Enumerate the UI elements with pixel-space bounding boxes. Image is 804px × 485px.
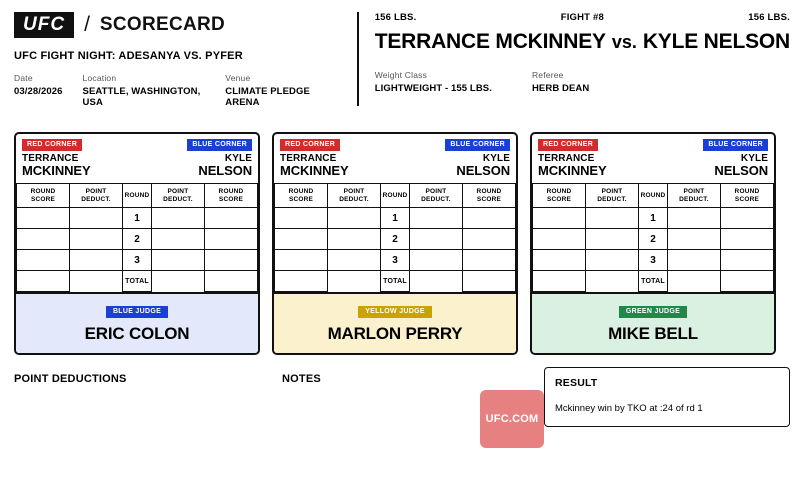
card-red-name	[538, 153, 607, 178]
spacer-right	[151, 271, 204, 292]
spacer-right	[667, 271, 720, 292]
col-blue-point-deduct: POINT DEDUCT.	[667, 184, 720, 208]
red-score-r1[interactable]	[533, 208, 586, 229]
table-row[interactable]	[17, 208, 258, 229]
card-red-name	[22, 153, 91, 178]
result-box	[544, 367, 790, 427]
col-red-round-score: ROUND SCORE	[275, 184, 328, 208]
red-deduct-r2[interactable]	[328, 229, 381, 250]
col-round: ROUND	[381, 184, 410, 208]
spacer-right	[409, 271, 462, 292]
table-row[interactable]	[275, 229, 516, 250]
card-blue-last: NELSON	[198, 163, 252, 178]
card-blue-name	[714, 153, 768, 178]
col-blue-round-score: ROUND SCORE	[462, 184, 515, 208]
card-blue-first: KYLE	[740, 153, 768, 164]
card-red-name	[280, 153, 349, 178]
header	[0, 0, 804, 118]
blue-score-r3[interactable]	[462, 250, 515, 271]
red-deduct-r3[interactable]	[586, 250, 639, 271]
blue-corner-badge: BLUE CORNER	[445, 139, 510, 151]
round-number-2: 2	[639, 229, 668, 250]
red-deduct-r1[interactable]	[328, 208, 381, 229]
blue-deduct-r3[interactable]	[409, 250, 462, 271]
corner-tags-row	[274, 134, 516, 151]
table-row[interactable]	[17, 229, 258, 250]
event-title: UFC FIGHT NIGHT: ADESANYA VS. PYFER	[14, 50, 243, 62]
judge-badge: YELLOW JUDGE	[358, 306, 432, 318]
red-weight: 156 LBS.	[374, 12, 417, 23]
col-round: ROUND	[639, 184, 668, 208]
blue-total[interactable]	[462, 271, 515, 292]
judge-card-blue[interactable]	[14, 132, 260, 355]
slash-divider: /	[84, 13, 90, 36]
col-red-point-deduct: POINT DEDUCT.	[586, 184, 639, 208]
meta-venue-value: CLIMATE PLEDGE ARENA	[225, 86, 310, 108]
table-row[interactable]	[533, 250, 774, 271]
scorecard-title: SCORECARD	[99, 14, 226, 35]
corner-tags-row	[16, 134, 258, 151]
header-right	[357, 12, 790, 106]
judge-cards	[0, 118, 804, 355]
red-score-r3[interactable]	[533, 250, 586, 271]
blue-deduct-r2[interactable]	[151, 229, 204, 250]
round-number-2: 2	[123, 229, 152, 250]
blue-deduct-r3[interactable]	[667, 250, 720, 271]
ufc-logo: UFC	[14, 12, 74, 38]
fight-number: FIGHT #8	[560, 12, 604, 23]
red-deduct-r1[interactable]	[70, 208, 123, 229]
table-row[interactable]	[275, 208, 516, 229]
card-red-first: TERRANCE	[538, 153, 595, 164]
weight-class-block	[375, 70, 492, 94]
meta-location-label: Location	[82, 73, 117, 83]
table-row[interactable]	[275, 250, 516, 271]
result-title: RESULT	[555, 377, 598, 390]
meta-date-label: Date	[14, 73, 33, 83]
round-number-3: 3	[381, 250, 410, 271]
brand-row	[14, 12, 351, 38]
red-total[interactable]	[275, 271, 328, 292]
blue-deduct-r2[interactable]	[667, 229, 720, 250]
meta-location	[83, 73, 208, 108]
blue-deduct-r2[interactable]	[409, 229, 462, 250]
vs-label: vs.	[611, 32, 637, 52]
judge-name: ERIC COLON	[84, 324, 190, 344]
notes-label: NOTES	[282, 373, 321, 386]
card-red-last: MCKINNEY	[538, 163, 607, 178]
red-total[interactable]	[533, 271, 586, 292]
blue-corner-badge: BLUE CORNER	[703, 139, 768, 151]
table-row[interactable]	[17, 250, 258, 271]
blue-score-r3[interactable]	[204, 250, 257, 271]
header-left	[14, 10, 351, 118]
red-deduct-r3[interactable]	[70, 250, 123, 271]
red-score-r2[interactable]	[275, 229, 328, 250]
point-deductions-section	[14, 373, 282, 385]
table-total-row[interactable]	[17, 271, 258, 292]
weight-class-value: LIGHTWEIGHT - 155 LBS.	[374, 83, 492, 94]
score-table	[532, 183, 774, 292]
round-number-3: 3	[123, 250, 152, 271]
card-names-row	[274, 151, 516, 183]
red-score-r2[interactable]	[533, 229, 586, 250]
col-blue-point-deduct: POINT DEDUCT.	[409, 184, 462, 208]
judge-strip	[274, 292, 516, 353]
round-number-1: 1	[123, 208, 152, 229]
red-deduct-r1[interactable]	[586, 208, 639, 229]
meta-date	[14, 73, 63, 108]
red-deduct-r2[interactable]	[586, 229, 639, 250]
blue-corner-badge: BLUE CORNER	[187, 139, 252, 151]
card-blue-first: KYLE	[482, 153, 510, 164]
red-score-r2[interactable]	[17, 229, 70, 250]
judge-badge: GREEN JUDGE	[619, 306, 687, 318]
total-label: TOTAL	[639, 271, 668, 292]
blue-fighter-name: KYLE NELSON	[642, 30, 790, 53]
blue-deduct-r1[interactable]	[409, 208, 462, 229]
judge-card-green[interactable]	[530, 132, 776, 355]
col-round: ROUND	[123, 184, 152, 208]
meta-location-value: SEATTLE, WASHINGTON, USA	[82, 86, 201, 108]
fight-meta-row	[375, 70, 790, 94]
round-number-1: 1	[639, 208, 668, 229]
spacer-left	[70, 271, 123, 292]
judge-card-yellow[interactable]	[272, 132, 518, 355]
blue-total[interactable]	[720, 271, 773, 292]
blue-score-r1[interactable]	[204, 208, 257, 229]
blue-weight: 156 LBS.	[748, 12, 790, 23]
red-corner-badge: RED CORNER	[280, 139, 340, 151]
spacer-left	[586, 271, 639, 292]
col-blue-point-deduct: POINT DEDUCT.	[151, 184, 204, 208]
judge-strip	[16, 292, 258, 353]
table-row[interactable]	[533, 229, 774, 250]
red-score-r1[interactable]	[17, 208, 70, 229]
weight-class-label: Weight Class	[374, 70, 428, 80]
table-row[interactable]	[533, 208, 774, 229]
table-total-row[interactable]	[533, 271, 774, 292]
red-score-r3[interactable]	[17, 250, 70, 271]
blue-deduct-r1[interactable]	[667, 208, 720, 229]
card-blue-name	[456, 153, 510, 178]
red-score-r1[interactable]	[275, 208, 328, 229]
card-blue-first: KYLE	[224, 153, 252, 164]
judge-strip	[532, 292, 774, 353]
judge-name: MIKE BELL	[608, 324, 698, 344]
blue-score-r1[interactable]	[720, 208, 773, 229]
referee-block	[532, 70, 589, 94]
red-score-r3[interactable]	[275, 250, 328, 271]
event-meta-row	[14, 73, 351, 108]
score-table	[274, 183, 516, 292]
red-deduct-r3[interactable]	[328, 250, 381, 271]
card-blue-last: NELSON	[456, 163, 510, 178]
table-header-row	[533, 184, 774, 208]
corner-tags-row	[532, 134, 774, 151]
table-header-row	[275, 184, 516, 208]
ufc-com-watermark: UFC.COM	[480, 390, 544, 448]
red-total[interactable]	[17, 271, 70, 292]
meta-venue	[225, 73, 332, 108]
footer	[0, 355, 804, 415]
table-header-row	[17, 184, 258, 208]
meta-date-value: 03/28/2026	[14, 86, 63, 97]
table-total-row[interactable]	[275, 271, 516, 292]
red-corner-badge: RED CORNER	[538, 139, 598, 151]
red-fighter-name: TERRANCE MCKINNEY	[374, 30, 606, 53]
blue-deduct-r1[interactable]	[151, 208, 204, 229]
card-names-row	[532, 151, 774, 183]
referee-value: HERB DEAN	[531, 83, 590, 94]
col-blue-round-score: ROUND SCORE	[720, 184, 773, 208]
col-red-round-score: ROUND SCORE	[17, 184, 70, 208]
round-number-2: 2	[381, 229, 410, 250]
blue-deduct-r3[interactable]	[151, 250, 204, 271]
card-red-first: TERRANCE	[280, 153, 337, 164]
blue-total[interactable]	[204, 271, 257, 292]
card-blue-name	[198, 153, 252, 178]
spacer-left	[328, 271, 381, 292]
card-red-first: TERRANCE	[22, 153, 79, 164]
blue-score-r2[interactable]	[720, 229, 773, 250]
col-blue-round-score: ROUND SCORE	[204, 184, 257, 208]
card-blue-last: NELSON	[714, 163, 768, 178]
blue-score-r2[interactable]	[462, 229, 515, 250]
judge-badge: BLUE JUDGE	[106, 306, 168, 318]
col-red-point-deduct: POINT DEDUCT.	[328, 184, 381, 208]
card-names-row	[16, 151, 258, 183]
referee-label: Referee	[531, 70, 564, 80]
col-red-point-deduct: POINT DEDUCT.	[70, 184, 123, 208]
card-red-last: MCKINNEY	[280, 163, 349, 178]
score-table	[16, 183, 258, 292]
total-label: TOTAL	[123, 271, 152, 292]
round-number-3: 3	[639, 250, 668, 271]
blue-score-r2[interactable]	[204, 229, 257, 250]
blue-score-r3[interactable]	[720, 250, 773, 271]
round-number-1: 1	[381, 208, 410, 229]
result-text: Mckinney win by TKO at :24 of rd 1	[555, 403, 703, 415]
fighters-row	[375, 30, 790, 54]
fight-top-row	[375, 12, 790, 23]
meta-venue-label: Venue	[225, 73, 251, 83]
col-red-round-score: ROUND SCORE	[533, 184, 586, 208]
point-deductions-label: POINT DEDUCTIONS	[14, 373, 127, 386]
red-corner-badge: RED CORNER	[22, 139, 82, 151]
judge-name: MARLON PERRY	[327, 324, 463, 344]
red-deduct-r2[interactable]	[70, 229, 123, 250]
blue-score-r1[interactable]	[462, 208, 515, 229]
total-label: TOTAL	[381, 271, 410, 292]
card-red-last: MCKINNEY	[22, 163, 91, 178]
